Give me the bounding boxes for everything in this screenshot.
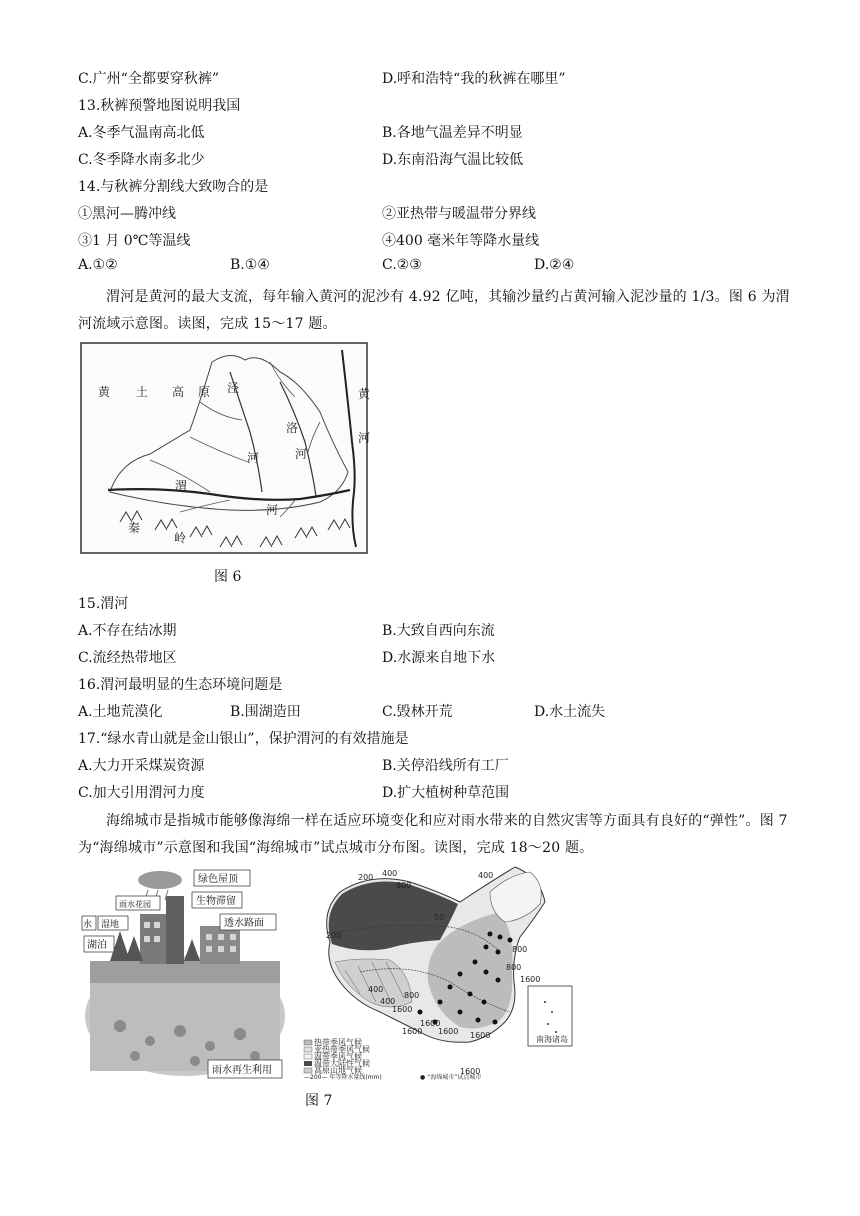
isoline-label-13: 1600 [392, 1005, 413, 1014]
q14-stem: 14.与秋裤分割线大致吻合的是 [78, 179, 269, 195]
q12-option-c: C.广州“全都要穿秋裤” [78, 71, 219, 87]
label-yellow-river-2: 河 [358, 431, 371, 445]
isoline-label-15: 1600 [438, 1027, 459, 1036]
label-gao: 高 [172, 385, 185, 399]
china-sponge-city-map [300, 862, 586, 1080]
q15-option-c: C.流经热带地区 [78, 650, 177, 666]
sponge-city-illustration [80, 866, 286, 1080]
label-yellow-river-1: 黄 [358, 387, 371, 401]
isoline-label-11: 400 [380, 997, 396, 1006]
label-huang: 黄 [98, 385, 111, 399]
q16-option-a: A.土地荒漠化 [78, 704, 163, 720]
isoline-label-3: 800 [396, 881, 412, 890]
label-tu: 土 [136, 385, 149, 399]
q15-option-b: B.大致自西向东流 [382, 623, 495, 639]
label-ling: 岭 [174, 531, 187, 545]
q15-stem: 15.渭河 [78, 596, 129, 612]
q14-statement-4: ④400 毫米年等降水量线 [382, 233, 540, 249]
sponge-city-intro: 海绵城市是指城市能够像海绵一样在适应环境变化和应对雨水带来的自然灾害等方面具有良好的“弹性”。图 7 为“海绵城市”示意图和我国“海绵城市”试点城市分布图。读图，完成 18～20 题。 [78, 813, 788, 856]
weihe-basin-map [80, 342, 371, 554]
q13-stem: 13.秋裤预警地图说明我国 [78, 98, 241, 114]
q17-option-a: A.大力开采煤炭资源 [78, 758, 205, 774]
isoline-label-8: 1600 [520, 975, 541, 984]
q12-option-d: D.呼和浩特“我的秋裤在哪里” [382, 71, 566, 87]
q17-option-d: D.扩大植树种草范围 [382, 785, 510, 801]
weihe-intro: 渭河是黄河的最大支流，每年输入黄河的泥沙有 4.92 亿吨，其输沙量约占黄河输入泥沙量的 1/3。图 6 为渭河流域示意图。读图，完成 15～17 题。 [78, 289, 790, 332]
isoline-label-9: 800 [506, 963, 522, 972]
label-lake: 湖泊 [87, 940, 107, 951]
isoline-label-14: 1600 [420, 1019, 441, 1028]
q16-option-d: D.水土流失 [534, 704, 606, 720]
label-wetland: 湿地 [101, 920, 120, 930]
q14-statement-3: ③1 月 0℃等温线 [78, 233, 191, 249]
label-permeable-road: 透水路面 [224, 918, 264, 929]
label-yuan: 原 [198, 385, 211, 399]
label-rainwater-reuse: 雨水再生利用 [212, 1065, 272, 1076]
label-luo: 洛 [286, 421, 299, 435]
label-wei: 渭 [175, 479, 188, 493]
q14-option-a: A.①② [78, 257, 118, 273]
label-wei-he: 河 [266, 503, 279, 517]
q14-option-b: B.①④ [230, 257, 270, 273]
q17-option-b: B.关停沿线所有工厂 [382, 758, 509, 774]
fig6-caption: 图 6 [214, 569, 242, 585]
q14-option-d: D.②④ [534, 257, 575, 273]
isoline-label-4: 200 [326, 931, 342, 940]
isoline-label-1: 200 [358, 873, 374, 882]
label-rain-garden: 雨水花园 [119, 900, 151, 909]
q16-stem: 16.渭河最明显的生态环境问题是 [78, 677, 283, 693]
q15-option-d: D.水源来自地下水 [382, 650, 496, 666]
label-green-roof: 绿色屋顶 [198, 874, 238, 885]
isoline-label-12: 800 [404, 991, 420, 1000]
legend-item-1: 热带季风气候 [314, 1038, 362, 1047]
inset-label: 南海诸岛 [536, 1035, 568, 1044]
q16-option-c: C.毁林开荒 [382, 704, 453, 720]
label-qin: 秦 [128, 521, 141, 535]
q14-statement-1: ①黑河—腾冲线 [78, 206, 176, 222]
legend-item-6: —200— 年等降水量线(mm) [304, 1074, 382, 1081]
label-pond: 水 [83, 920, 93, 930]
isoline-label-5: 50 [434, 913, 445, 922]
label-jing: 泾 [227, 381, 240, 395]
isoline-label-10: 400 [368, 985, 384, 994]
q16-option-b: B.围湖造田 [230, 704, 301, 720]
q14-statement-2: ②亚热带与暖温带分界线 [382, 206, 536, 222]
q17-option-c: C.加大引用渭河力度 [78, 785, 205, 801]
label-luo-he: 河 [295, 447, 308, 461]
legend-item-3: 温带季风气候 [314, 1052, 362, 1061]
fig7-caption: 图 7 [305, 1093, 333, 1109]
q13-option-c: C.冬季降水南多北少 [78, 152, 205, 168]
q14-option-c: C.②③ [382, 257, 422, 273]
isoline-label-7: 800 [512, 945, 528, 954]
isoline-label-2: 400 [382, 869, 398, 878]
legend-item-5: 高原山地气候 [314, 1066, 362, 1075]
isoline-label-16: 1600 [402, 1027, 423, 1036]
legend-item-4: 温带大陆性气候 [314, 1059, 370, 1068]
isoline-label-6: 400 [478, 871, 494, 880]
label-jing-he: 河 [247, 451, 260, 465]
q13-option-a: A.冬季气温南高北低 [78, 125, 205, 141]
q13-option-b: B.各地气温差异不明显 [382, 125, 523, 141]
legend-item-7: ● “海绵城市”试点城市 [420, 1074, 482, 1081]
q13-option-d: D.东南沿海气温比较低 [382, 152, 524, 168]
label-bio-retention: 生物滞留 [196, 896, 236, 907]
legend-item-2: 亚热带季风气候 [314, 1045, 370, 1054]
q17-stem: 17.“绿水青山就是金山银山”，保护渭河的有效措施是 [78, 731, 409, 747]
isoline-label-18: 1600 [460, 1067, 481, 1076]
q15-option-a: A.不存在结冰期 [78, 623, 177, 639]
isoline-label-17: 1600 [470, 1031, 491, 1040]
